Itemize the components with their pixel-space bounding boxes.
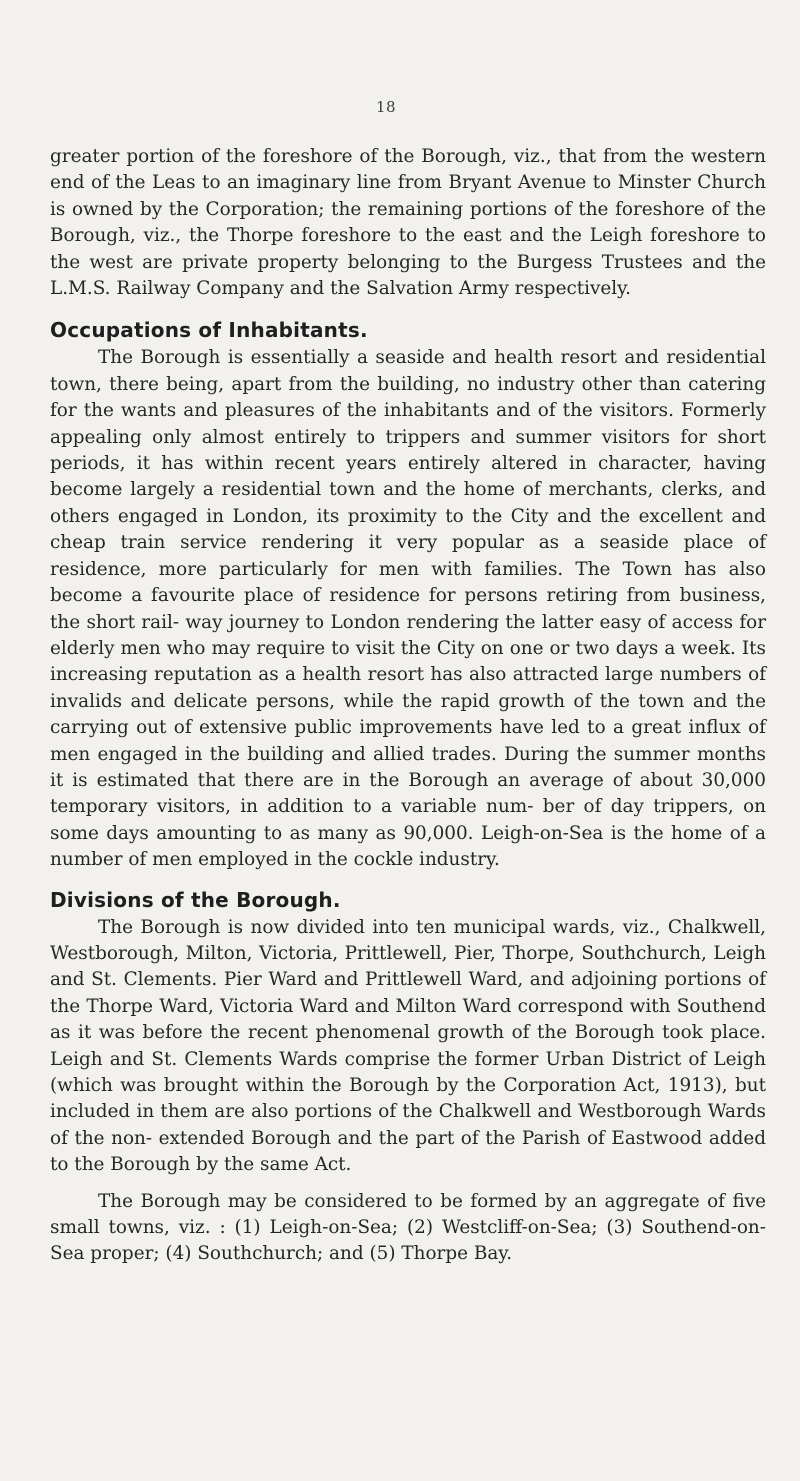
- section-divisions: [50, 886, 766, 1268]
- section-occupations: [50, 316, 766, 873]
- section-heading: Occupations of Inhabitants.: [50, 318, 368, 343]
- page-number: 18: [376, 98, 397, 116]
- section-paragraph: The Borough is essentially a seaside and health resort and residential town, there being, apart from the building, no industry other than catering for the wants and pleasures of the inhabitants and of the visitors. Formerly appealing only almost entirely to trippers and summer visitors for short periods, it has within recent years entirely altered in character, having become largely a residential town and the home of merchants, clerks, and others engaged in London, its proximity to the City and the excellent and cheap train service rendering it very popular as a seaside place of residence, more particularly for men with families. The Town has also become a favourite place of residence for persons retiring from business, the short rail- way journey to London rendering the latter easy of access for elderly men who may require to visit the City on one or two days a week. Its increasing reputation as a health resort has also attracted large numbers of invalids and delicate persons, while the rapid growth of the town and the carrying out of extensive public improvements have led to a great influx of men engaged in the building and allied trades. During the summer months it is estimated that there are in the Borough an average of about 30,000 temporary visitors, in addition to a variable num- ber of day trippers, on some days amounting to as many as 90,000. Leigh-on-Sea is the home of a number of men employed in the cockle industry.: [50, 347, 766, 871]
- document-body: [50, 144, 766, 1280]
- intro-paragraph: greater portion of the foreshore of the Borough, viz., that from the western end of the Leas to an imaginary line from Bryant Avenue to Minster Church is owned by the Corporation; the remaining portions of the foreshore of the Borough, viz., the Thorpe foreshore to the east and the Leigh foreshore to the west are private property belonging to the Burgess Trustees and the L.M.S. Railway Company and the Salvation Army respectively.: [50, 146, 766, 300]
- section-paragraph: The Borough may be considered to be formed by an aggregate of five small towns, viz. : (1) Leigh-on-Sea; (2) Westcliff-on-Sea; (3) Southend-on-Sea proper; (4) Southchurch; and (5) Thorpe Bay.: [50, 1190, 766, 1265]
- section-heading: Divisions of the Borough.: [50, 887, 341, 912]
- section-paragraph: The Borough is now divided into ten municipal wards, viz., Chalkwell, Westborough, Milton, Victoria, Prittlewell, Pier, Thorpe, Southchurch, Leigh and St. Clements. Pier Ward and Prittlewell Ward, and adjoining portions of the Thorpe Ward, Victoria Ward and Milton Ward correspond with Southend as it was before the recent phenomenal growth of the Borough took place. Leigh and St. Clements Wards comprise the former Urban District of Leigh (which was brought within the Borough by the Corporation Act, 1913), but included in them are also portions of the Chalkwell and Westborough Wards of the non- extended Borough and the part of the Parish of Eastwood added to the Borough by the same Act.: [50, 916, 766, 1176]
